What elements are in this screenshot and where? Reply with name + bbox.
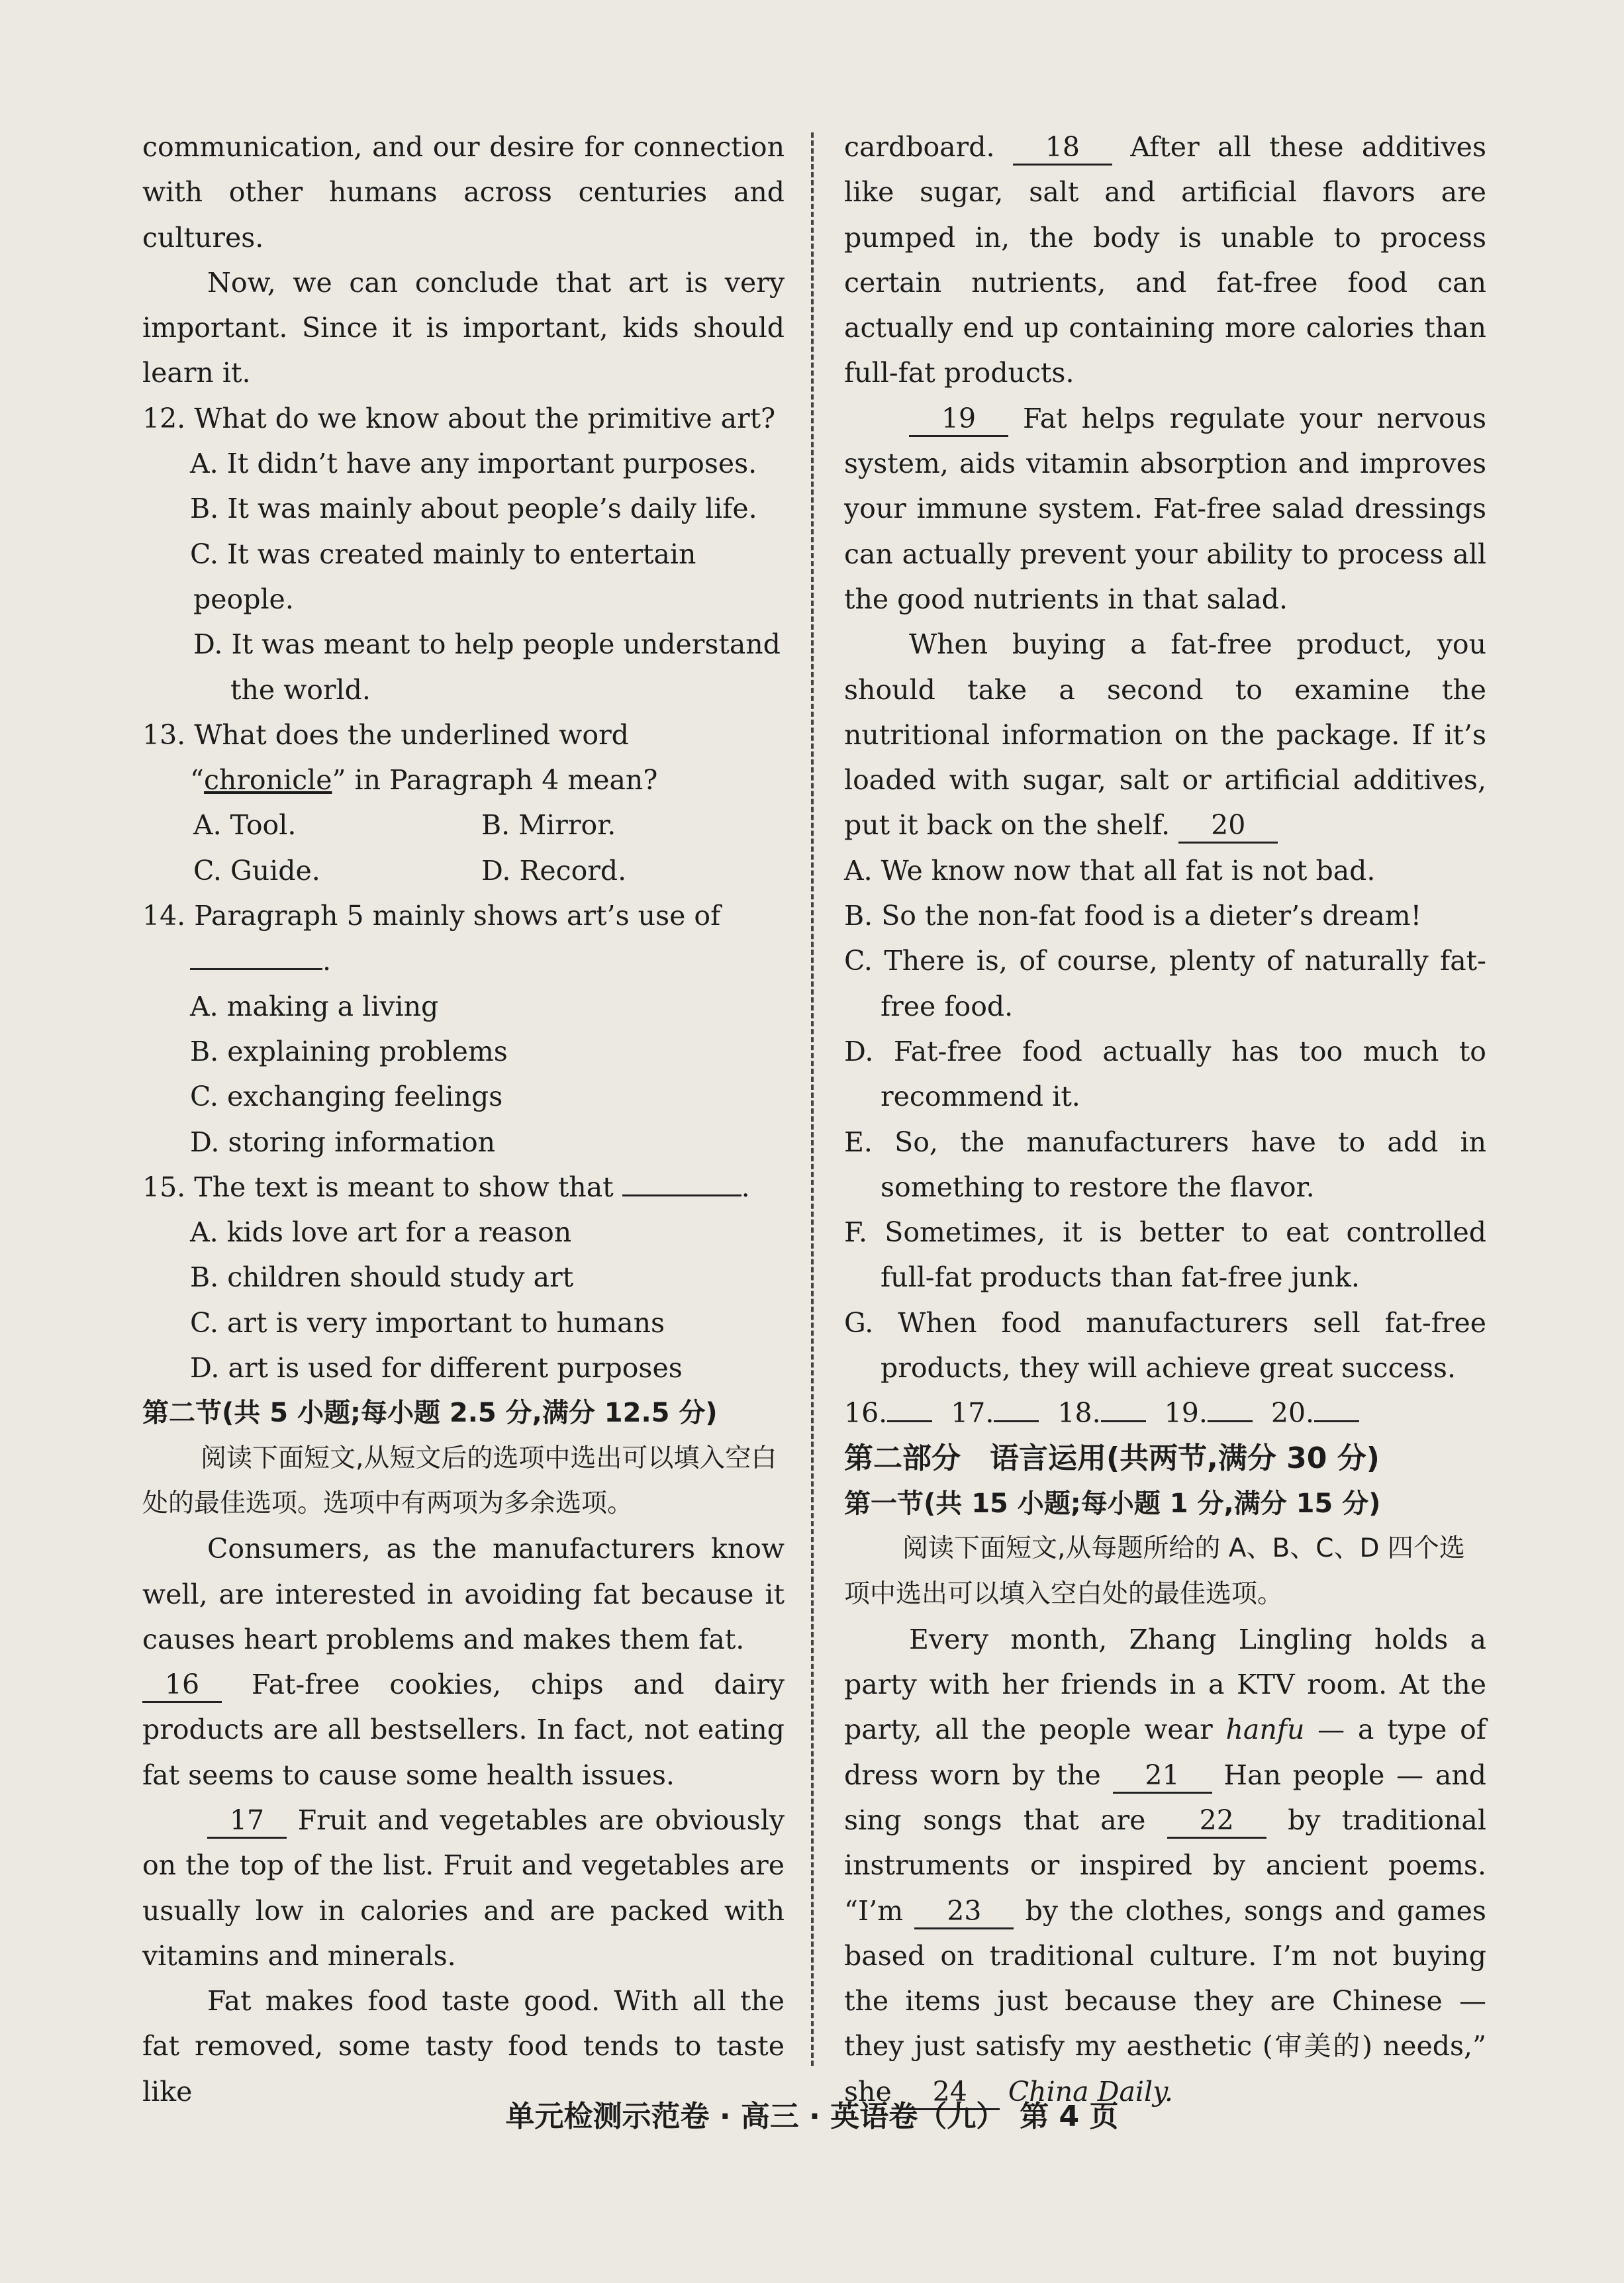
left-column <box>142 124 785 2114</box>
option-a[interactable]: A. kids love art for a reason <box>190 1216 572 1249</box>
blank-18[interactable]: 18 <box>1013 130 1112 166</box>
passage-conclusion: Now, we can conclude that art is very important. Since it is important, kids should learn it. <box>142 266 785 389</box>
question-15: 15. The text is meant to show that . A. kids love art for a reason B. children should study art C. art is very important to humans D. art is used for different purposes <box>142 1165 785 1390</box>
blank-19[interactable]: 19 <box>909 402 1008 437</box>
hanfu-term: hanfu <box>1225 1714 1305 1746</box>
blank-23[interactable]: 23 <box>914 1894 1014 1929</box>
option-b[interactable]: B. children should study art <box>190 1261 574 1294</box>
passage-paragraph-4-cont: cardboard. <box>844 131 995 163</box>
option-a[interactable]: A. It didn’t have any important purposes. <box>190 448 757 480</box>
answer-20[interactable]: 20. <box>1271 1390 1359 1435</box>
answer-blank[interactable] <box>622 1168 741 1196</box>
option-b[interactable]: B. explaining problems <box>190 1035 508 1067</box>
option-d[interactable]: D. storing information <box>190 1126 496 1158</box>
question-stem: Paragraph 5 mainly shows art’s use of <box>194 900 721 932</box>
question-stem: What do we know about the primitive art? <box>194 402 776 434</box>
answer-blank[interactable] <box>190 942 322 970</box>
options-ab <box>193 802 785 848</box>
passage-paragraph-2: Fat-free cookies, chips and dairy products are all bestsellers. In fact, not eating fat seems to cause some health issues. <box>142 1669 785 1791</box>
question-number: 12. <box>142 402 186 434</box>
blank-21[interactable]: 21 <box>1113 1759 1212 1794</box>
options-cd <box>193 848 785 893</box>
answer-17[interactable]: 17. <box>951 1390 1039 1435</box>
answer-19[interactable]: 19. <box>1165 1390 1253 1435</box>
option-a[interactable]: A. making a living <box>190 990 439 1022</box>
option-d[interactable]: D. art is used for different purposes <box>190 1352 683 1384</box>
passage-continuation: communication, and our desire for connection with other humans across centuries and cultures. <box>142 131 785 254</box>
option-list <box>844 848 1486 1391</box>
blank-17[interactable]: 17 <box>207 1804 287 1839</box>
question-number: 15. <box>142 1171 186 1203</box>
option-b[interactable]: B. So the non-fat food is a dieter’s dream! <box>844 900 1422 932</box>
question-13 <box>142 712 785 893</box>
option-a[interactable]: A. Tool. <box>193 809 297 842</box>
passage-paragraph-1: Consumers, as the manufacturers know well, are interested in avoiding fat because it causes heart problems and makes them fat. <box>142 1533 785 1655</box>
section-2-instruction: 阅读下面短文,从短文后的选项中选出可以填入空白处的最佳选项。选项中有两项为多余选项。 <box>142 1443 777 1518</box>
option-d[interactable]: D. It was meant to help people understand the world. <box>193 628 781 706</box>
cloze-passage: Every month, Zhang Lingling holds a party with her friends in a KTV room. At the party, all the people wear hanfu — a type of dress worn by the 21 Han people — and sing songs that are 22 by traditional instruments or inspired by ancient poems. “I’m 23 by the clothes, songs and games based on traditional culture. I’m not buying the items just because they are Chinese — they just satisfy my aesthetic (审美的) needs,” she 24 China Daily. <box>844 1617 1486 2114</box>
question-stem-pre: What does the underlined word “ <box>190 718 629 797</box>
column-divider <box>811 132 814 2066</box>
question-number: 14. <box>142 900 186 932</box>
part-2-instruction: 阅读下面短文,从每题所给的 A、B、C、D 四个选项中选出可以填入空白处的最佳选项。 <box>844 1533 1465 1609</box>
part-2-section-1-heading: 第一节(共 15 小题;每小题 1 分,满分 15 分) <box>844 1488 1381 1519</box>
option-d[interactable]: D. Record. <box>481 854 627 887</box>
blank-24[interactable]: 24 <box>900 2075 1000 2110</box>
section-2-heading: 第二节(共 5 小题;每小题 2.5 分,满分 12.5 分) <box>142 1398 718 1429</box>
question-stem: The text is meant to show that <box>194 1171 614 1203</box>
blank-20[interactable]: 20 <box>1178 808 1278 844</box>
option-e[interactable]: E. So, the manufacturers have to add in something to restore the flavor. <box>844 1126 1486 1203</box>
option-c[interactable]: C. It was created mainly to entertain people. <box>190 538 696 615</box>
answer-16[interactable]: 16. <box>844 1390 932 1435</box>
question-stem-post: ” in Paragraph 4 mean? <box>332 764 658 797</box>
option-b[interactable]: B. It was mainly about people’s daily life. <box>190 493 757 525</box>
part-2-heading: 第二部分 语言运用(共两节,满分 30 分) <box>844 1441 1380 1475</box>
underlined-word: chronicle <box>203 764 332 797</box>
right-column <box>844 124 1486 2114</box>
passage-paragraph-5: Fat helps regulate your nervous system, aids vitamin absorption and improves your immune system. Fat-free salad dressings can actually prevent your ability to process all the good nutrients in that salad. <box>844 402 1486 615</box>
question-12 <box>142 396 785 712</box>
answer-row <box>844 1390 1486 1435</box>
option-c[interactable]: C. Guide. <box>193 854 320 887</box>
option-c[interactable]: C. There is, of course, plenty of naturally fat-free food. <box>844 945 1486 1022</box>
blank-22[interactable]: 22 <box>1167 1804 1266 1839</box>
passage-paragraph-4-rest: After all these additives like sugar, salt and artificial flavors are pumped in, the body is unable to process certain nutrients, and fat-free food can actually end up containing more calories than full-fat products. <box>844 131 1486 389</box>
option-c[interactable]: C. art is very important to humans <box>190 1306 665 1339</box>
option-f[interactable]: F. Sometimes, it is better to eat controlled full-fat products than fat-free junk. <box>844 1216 1486 1294</box>
passage-paragraph-4: Fat makes food taste good. With all the fat removed, some tasty food tends to taste like <box>142 1985 785 2108</box>
option-b[interactable]: B. Mirror. <box>481 809 616 842</box>
question-number: 13. <box>142 718 186 751</box>
source-name: China Daily. <box>1008 2075 1173 2108</box>
option-d[interactable]: D. Fat-free food actually has too much to recommend it. <box>844 1035 1486 1113</box>
blank-16[interactable]: 16 <box>142 1668 222 1703</box>
question-14: 14. Paragraph 5 mainly shows art’s use of . A. making a living B. explaining problems C. exchanging feelings D. storing information <box>142 893 785 1165</box>
answer-18[interactable]: 18. <box>1057 1390 1145 1435</box>
page-footer: 单元检测示范卷 · 高三 · 英语卷（九） 第 4 页 <box>505 2100 1119 2133</box>
passage-paragraph-6: When buying a fat-free product, you should take a second to examine the nutritional information on the package. If it’s loaded with sugar, salt or artificial additives, put it back on the shelf. <box>844 628 1486 842</box>
passage-paragraph-3: Fruit and vegetables are obviously on the top of the list. Fruit and vegetables are usually low in calories and are packed with vitamins and minerals. <box>142 1804 785 1972</box>
option-a[interactable]: A. We know now that all fat is not bad. <box>844 854 1376 887</box>
option-c[interactable]: C. exchanging feelings <box>190 1081 503 1113</box>
option-g[interactable]: G. When food manufacturers sell fat-free products, they will achieve great success. <box>844 1306 1486 1384</box>
